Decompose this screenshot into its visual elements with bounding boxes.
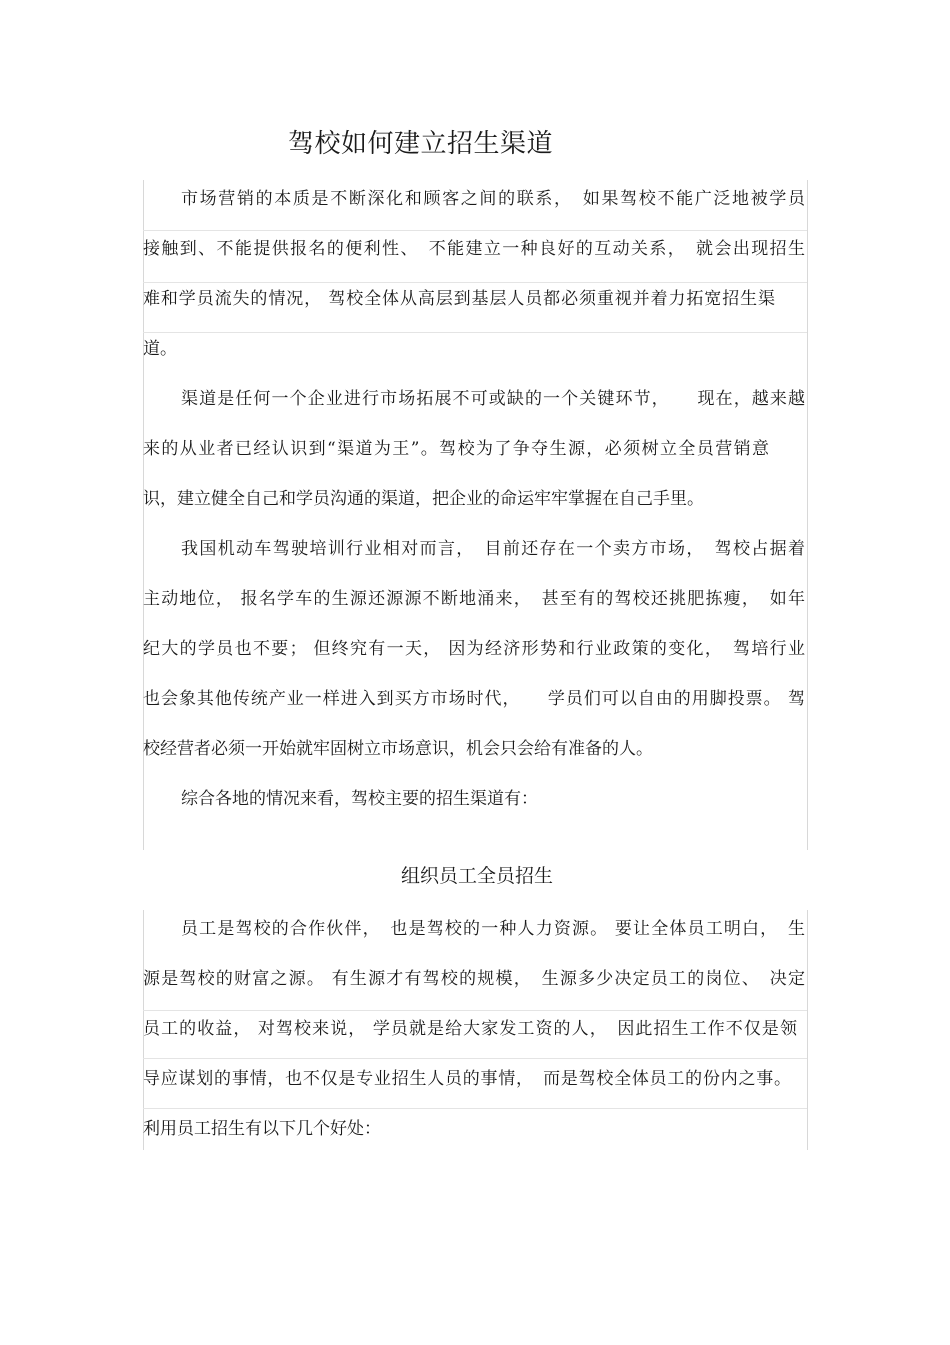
section-heading: 组织员工全员招生 xyxy=(401,865,554,887)
paragraph-line: 利用员工招生有以下几个好处： xyxy=(143,1119,381,1139)
frame-rule xyxy=(143,1108,807,1109)
paragraph-line: 综合各地的情况来看，驾校主要的招生渠道有： xyxy=(181,789,538,809)
paragraph-line: 来的从业者已经认识到“渠道为王”。驾校为了争夺生源，必须树立全员营销意 xyxy=(143,439,769,459)
paragraph-line: 渠道是任何一个企业进行市场拓展不可或缺的一个关键环节， 现在，越来越 xyxy=(181,389,805,409)
frame-rule xyxy=(143,332,807,333)
paragraph-line: 校经营者必须一开始就牢固树立市场意识，机会只会给有准备的人。 xyxy=(143,739,653,759)
paragraph-line: 导应谋划的事情，也不仅是专业招生人员的事情， 而是驾校全体员工的份内之事。 xyxy=(143,1069,791,1089)
paragraph-line: 员工是驾校的合作伙伴， 也是驾校的一种人力资源。 要让全体员工明白， 生 xyxy=(181,919,805,939)
paragraph-line: 源是驾校的财富之源。 有生源才有驾校的规模， 生源多少决定员工的岗位、 决定 xyxy=(143,969,805,989)
paragraph-line: 纪大的学员也不要； 但终究有一天， 因为经济形势和行业政策的变化， 驾培行业 xyxy=(143,639,805,659)
paragraph-line: 难和学员流失的情况， 驾校全体从高层到基层人员都必须重视并着力拓宽招生渠 xyxy=(143,289,775,309)
frame-rule xyxy=(143,230,807,231)
frame-rule xyxy=(143,282,807,283)
paragraph-line: 员工的收益， 对驾校来说， 学员就是给大家发工资的人， 因此招生工作不仅是领 xyxy=(143,1019,797,1039)
frame-rule xyxy=(143,1010,807,1011)
paragraph-line: 也会象其他传统产业一样进入到买方市场时代， 学员们可以自由的用脚投票。 驾 xyxy=(143,689,805,709)
paragraph-line: 接触到、不能提供报名的便利性、 不能建立一种良好的互动关系， 就会出现招生 xyxy=(143,239,805,259)
paragraph-line: 主动地位， 报名学车的生源还源源不断地涌来， 甚至有的驾校还挑肥拣瘦， 如年 xyxy=(143,589,805,609)
paragraph-line: 我国机动车驾驶培训行业相对而言， 目前还存在一个卖方市场， 驾校占据着 xyxy=(181,539,805,559)
paragraph-line: 识，建立健全自己和学员沟通的渠道，把企业的命运牢牢掌握在自己手里。 xyxy=(143,489,704,509)
paragraph-line: 道。 xyxy=(143,339,177,359)
frame-rule xyxy=(143,1058,807,1059)
paragraph-line: 市场营销的本质是不断深化和顾客之间的联系， 如果驾校不能广泛地被学员 xyxy=(181,189,805,209)
document-title: 驾校如何建立招生渠道 xyxy=(288,129,554,159)
